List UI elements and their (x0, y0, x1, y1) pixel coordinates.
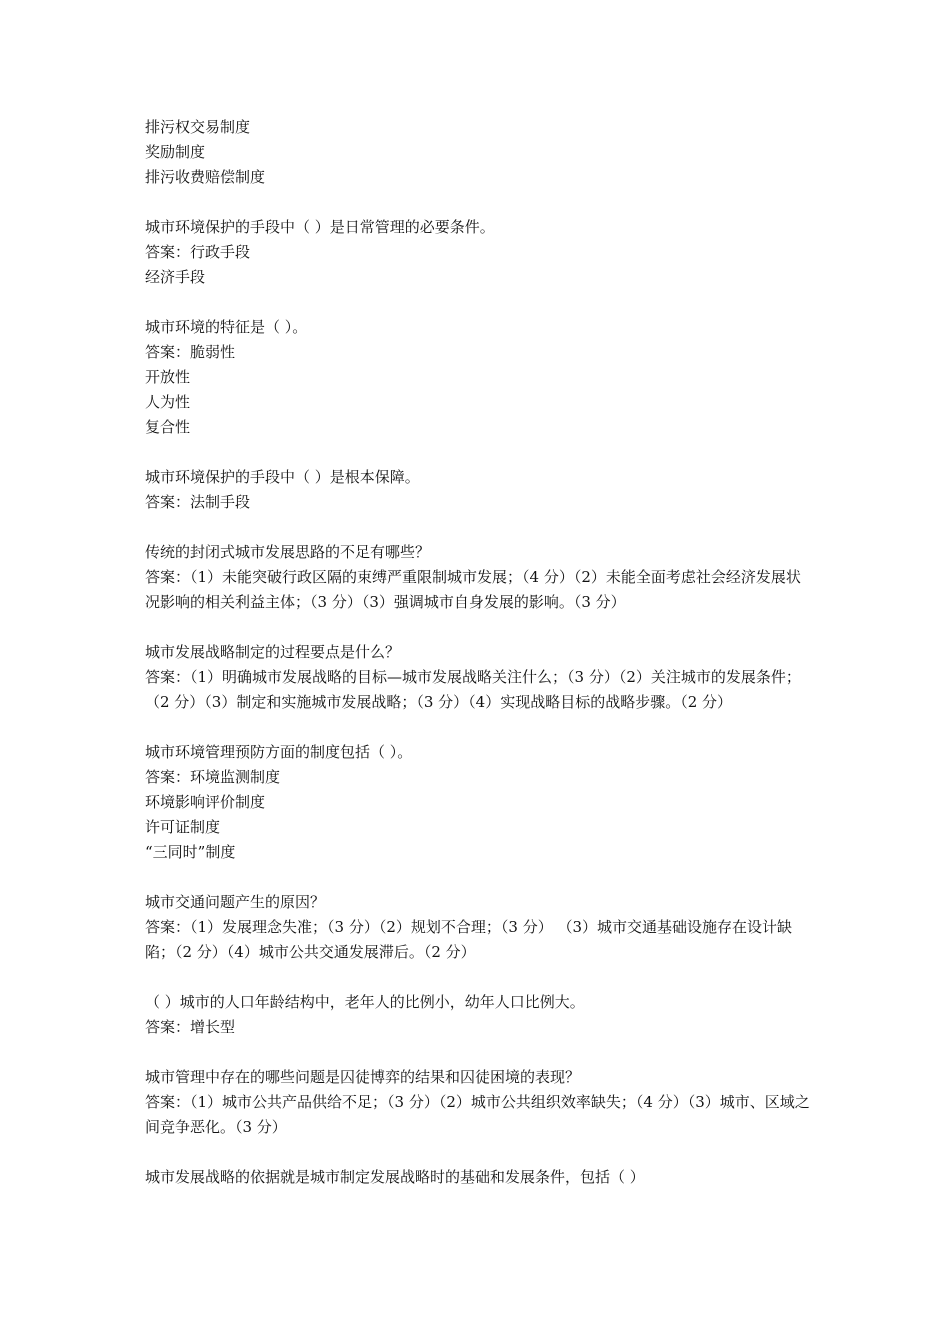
option-line: 许可证制度 (145, 818, 221, 836)
question-text: 城市交通问题产生的原因？ (145, 893, 326, 911)
question-block (145, 215, 810, 290)
question-block (145, 1065, 810, 1140)
text-block (145, 115, 810, 190)
answer-paragraph: 答案：（1）明确城市发展战略的目标—城市发展战略关注什么；（3 分）（2）关注城市的发展条件；（2 分）（3）制定和实施城市发展战略；（3 分）（4）实现战略目标的战略步骤。（2 分） (145, 668, 801, 711)
blank-line (145, 1140, 810, 1165)
blank-line (145, 965, 810, 990)
option-line: 排污收费赔偿制度 (145, 168, 266, 186)
blank-line (145, 190, 810, 215)
question-text: 城市发展战略的依据就是城市制定发展战略时的基础和发展条件，包括（ ） (145, 1168, 645, 1186)
question-block (145, 315, 810, 440)
question-block (145, 1165, 810, 1190)
blank-line (145, 865, 810, 890)
blank-line (145, 515, 810, 540)
question-block (145, 540, 810, 615)
answer-text: 答案：脆弱性 (145, 343, 236, 361)
answer-text: 答案：增长型 (145, 1018, 236, 1036)
option-line: “三同时”制度 (145, 843, 236, 861)
option-line: 奖励制度 (145, 143, 206, 161)
question-text: 城市管理中存在的哪些问题是囚徒博弈的结果和囚徒困境的表现？ (145, 1068, 581, 1086)
question-block (145, 465, 810, 515)
answer-paragraph: 答案：（1）未能突破行政区隔的束缚严重限制城市发展；（4 分）（2）未能全面考虑社会经济发展状况影响的相关利益主体；（3 分）（3）强调城市自身发展的影响。（3 分） (145, 568, 801, 611)
blank-line (145, 440, 810, 465)
answer-text: 答案：环境监测制度 (145, 768, 281, 786)
question-text: 城市发展战略制定的过程要点是什么？ (145, 643, 401, 661)
question-text: 城市环境的特征是（ ）。 (145, 318, 308, 336)
question-text: 城市环境保护的手段中（ ）是日常管理的必要条件。 (145, 218, 495, 236)
answer-paragraph: 答案：（1）城市公共产品供给不足；（3 分）（2）城市公共组织效率缺失；（4 分）（3）城市、区域之间竞争恶化。（3 分） (145, 1093, 810, 1136)
blank-line (145, 715, 810, 740)
option-line: 复合性 (145, 418, 191, 436)
answer-text: 答案：行政手段 (145, 243, 251, 261)
question-block (145, 890, 810, 965)
question-text: 城市环境管理预防方面的制度包括（ ）。 (145, 743, 413, 761)
question-block (145, 740, 810, 865)
option-line: 人为性 (145, 393, 191, 411)
document-page (145, 115, 810, 1190)
question-block (145, 640, 810, 715)
answer-paragraph: 答案：（1）发展理念失准；（3 分）（2）规划不合理；（3 分） （3）城市交通基础设施存在设计缺陷；（2 分）（4）城市公共交通发展滞后。（2 分） (145, 918, 793, 961)
blank-line (145, 290, 810, 315)
blank-line (145, 615, 810, 640)
option-line: 排污权交易制度 (145, 118, 251, 136)
option-line: 经济手段 (145, 268, 206, 286)
question-text: 城市环境保护的手段中（ ）是根本保障。 (145, 468, 420, 486)
option-line: 环境影响评价制度 (145, 793, 266, 811)
option-line: 开放性 (145, 368, 191, 386)
answer-text: 答案：法制手段 (145, 493, 251, 511)
question-block (145, 990, 810, 1040)
question-text: （ ）城市的人口年龄结构中，老年人的比例小，幼年人口比例大。 (145, 993, 585, 1011)
question-text: 传统的封闭式城市发展思路的不足有哪些？ (145, 543, 431, 561)
blank-line (145, 1040, 810, 1065)
